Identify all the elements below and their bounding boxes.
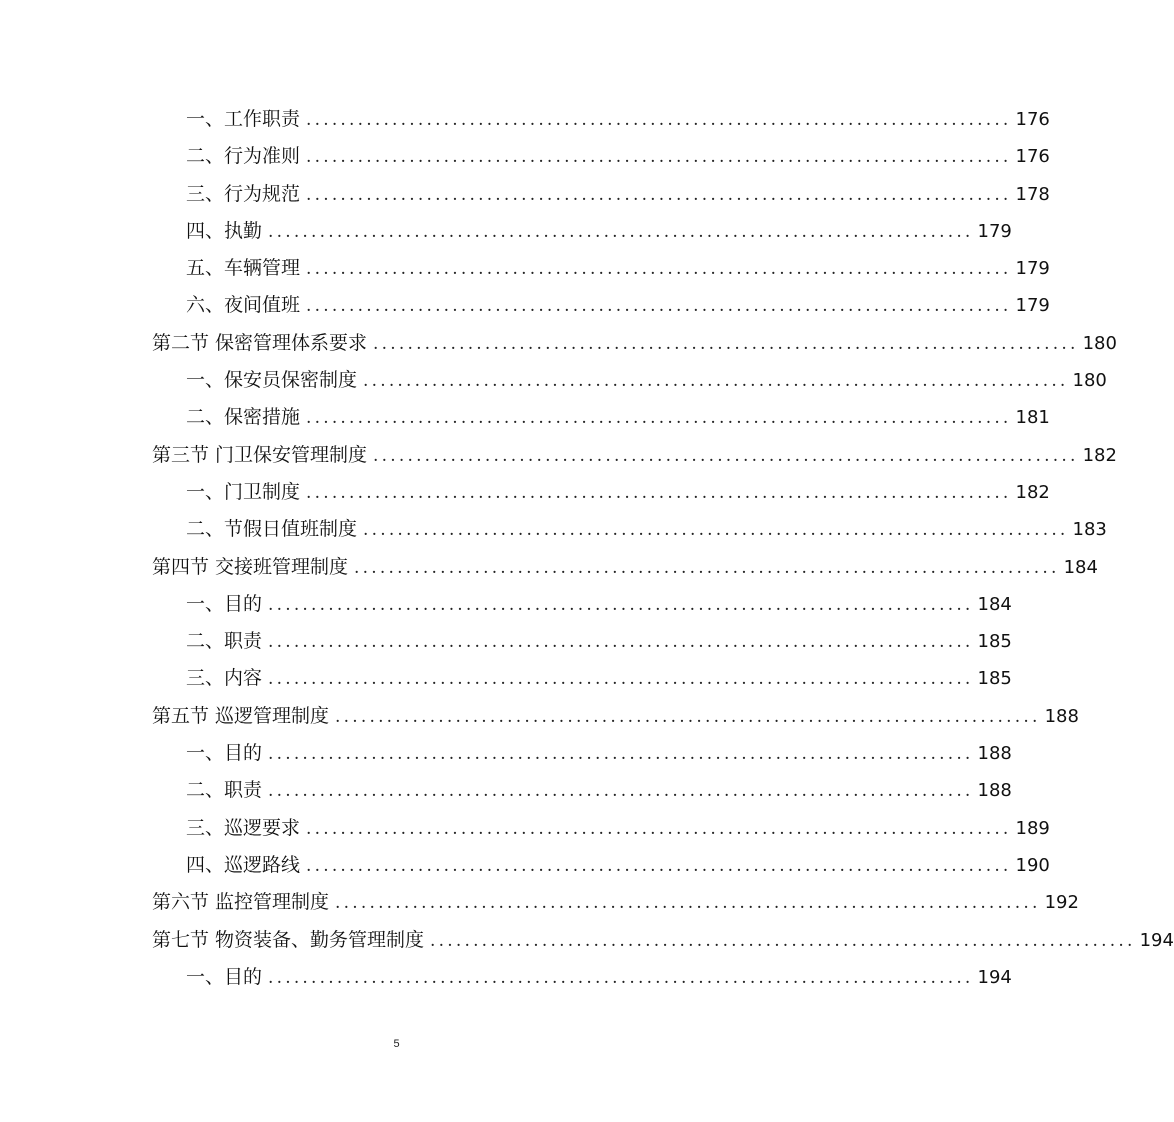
toc-section-entry[interactable]	[0, 922, 1174, 959]
toc-entry-page-number: 183	[1072, 519, 1107, 541]
toc-entry-title: 三、内容	[186, 667, 263, 690]
toc-dot-leader: ..................................................................................	[306, 818, 1012, 839]
toc-entry-page-number: 188	[977, 743, 1012, 765]
toc-entry-title: 四、巡逻路线	[186, 853, 301, 876]
toc-entry-page-number: 184	[1063, 556, 1098, 578]
toc-dot-leader: ..................................................................................	[335, 893, 1041, 914]
toc-entry-title: 第六节 监控管理制度	[152, 891, 330, 914]
toc-subsection-entry[interactable]	[0, 213, 1012, 250]
toc-entry-title: 第五节 巡逻管理制度	[152, 704, 330, 727]
toc-entry-page-number: 176	[1015, 109, 1050, 130]
toc-dot-leader: ..................................................................................	[363, 520, 1069, 541]
toc-entry-page-number: 180	[1072, 370, 1107, 392]
toc-entry-title: 四、执勤	[186, 219, 263, 242]
toc-dot-leader: ..................................................................................	[306, 110, 1012, 130]
toc-entry-title: 第七节 物资装备、勤务管理制度	[152, 928, 425, 951]
toc-dot-leader: ..................................................................................	[268, 967, 974, 988]
toc-entry-page-number: 185	[977, 631, 1012, 653]
toc-dot-leader: ..................................................................................	[268, 594, 974, 615]
toc-subsection-entry[interactable]	[0, 101, 1050, 138]
toc-subsection-entry[interactable]	[0, 250, 1050, 287]
toc-entry-page-number: 188	[1044, 705, 1079, 727]
toc-subsection-entry[interactable]	[0, 362, 1107, 399]
page-number: 5	[393, 1038, 400, 1050]
toc-dot-leader: ..................................................................................	[335, 706, 1041, 727]
toc-dot-leader: ..................................................................................	[268, 669, 974, 690]
toc-section-entry[interactable]	[0, 884, 1079, 921]
toc-dot-leader: ..................................................................................	[363, 371, 1069, 392]
toc-section-entry[interactable]	[0, 437, 1117, 474]
toc-dot-leader: ..................................................................................	[306, 147, 1012, 168]
toc-dot-leader: ..................................................................................	[306, 259, 1012, 280]
table-of-contents	[0, 101, 1174, 996]
toc-subsection-entry[interactable]	[0, 623, 1012, 660]
toc-dot-leader: ..................................................................................	[430, 930, 1136, 951]
toc-dot-leader: ..................................................................................	[268, 221, 974, 242]
toc-entry-page-number: 185	[977, 668, 1012, 690]
toc-entry-page-number: 188	[977, 780, 1012, 802]
toc-dot-leader: ..................................................................................	[268, 632, 974, 653]
toc-entry-title: 二、保密措施	[186, 406, 301, 429]
toc-subsection-entry[interactable]	[0, 176, 1050, 213]
toc-subsection-entry[interactable]	[0, 399, 1050, 436]
toc-subsection-entry[interactable]	[0, 586, 1012, 623]
toc-entry-title: 五、车辆管理	[186, 257, 301, 280]
toc-entry-page-number: 189	[1015, 817, 1050, 839]
toc-entry-page-number: 190	[1015, 854, 1050, 876]
toc-entry-title: 一、目的	[186, 965, 263, 988]
toc-dot-leader: ..................................................................................	[268, 744, 974, 765]
toc-entry-title: 第二节 保密管理体系要求	[152, 331, 368, 354]
toc-entry-page-number: 182	[1082, 444, 1117, 466]
toc-entry-title: 三、巡逻要求	[186, 816, 301, 839]
toc-entry-page-number: 176	[1015, 146, 1050, 168]
toc-dot-leader: ..................................................................................	[306, 855, 1012, 876]
toc-dot-leader: ..................................................................................	[373, 445, 1079, 466]
toc-entry-title: 二、行为准则	[186, 145, 301, 168]
toc-subsection-entry[interactable]	[0, 959, 1012, 996]
toc-dot-leader: ..................................................................................	[306, 408, 1012, 429]
toc-entry-page-number: 179	[977, 220, 1012, 242]
toc-entry-page-number: 179	[1015, 295, 1050, 317]
toc-entry-title: 一、门卫制度	[186, 480, 301, 503]
toc-entry-page-number: 181	[1015, 407, 1050, 429]
toc-dot-leader: ..................................................................................	[306, 482, 1012, 503]
toc-entry-title: 一、目的	[186, 742, 263, 765]
toc-entry-title: 二、节假日值班制度	[186, 518, 358, 541]
toc-entry-page-number: 192	[1044, 892, 1079, 914]
toc-subsection-entry[interactable]	[0, 735, 1012, 772]
toc-subsection-entry[interactable]	[0, 511, 1107, 548]
toc-entry-page-number: 180	[1082, 332, 1117, 354]
toc-entry-page-number: 178	[1015, 183, 1050, 205]
toc-section-entry[interactable]	[0, 549, 1098, 586]
toc-dot-leader: ..................................................................................	[306, 184, 1012, 205]
toc-entry-title: 二、职责	[186, 779, 263, 802]
toc-subsection-entry[interactable]	[0, 474, 1050, 511]
toc-entry-title: 第三节 门卫保安管理制度	[152, 443, 368, 466]
toc-entry-title: 三、行为规范	[186, 182, 301, 205]
toc-dot-leader: ..................................................................................	[268, 781, 974, 802]
toc-subsection-entry[interactable]	[0, 287, 1050, 324]
toc-entry-page-number: 182	[1015, 481, 1050, 503]
toc-entry-title: 一、工作职责	[186, 108, 301, 130]
toc-section-entry[interactable]	[0, 698, 1079, 735]
toc-entry-title: 第四节 交接班管理制度	[152, 555, 349, 578]
toc-entry-title: 二、职责	[186, 630, 263, 653]
toc-entry-title: 六、夜间值班	[186, 294, 301, 317]
toc-dot-leader: ..................................................................................	[306, 296, 1012, 317]
toc-entry-title: 一、保安员保密制度	[186, 369, 358, 392]
toc-dot-leader: ..................................................................................	[373, 333, 1079, 354]
toc-subsection-entry[interactable]	[0, 810, 1050, 847]
toc-subsection-entry[interactable]	[0, 660, 1012, 697]
toc-subsection-entry[interactable]	[0, 772, 1012, 809]
toc-entry-page-number: 184	[977, 593, 1012, 615]
toc-section-entry[interactable]	[0, 325, 1117, 362]
toc-dot-leader: ..................................................................................	[354, 557, 1060, 578]
toc-entry-page-number: 194	[977, 966, 1012, 988]
toc-subsection-entry[interactable]	[0, 138, 1050, 175]
toc-subsection-entry[interactable]	[0, 847, 1050, 884]
toc-entry-page-number: 194	[1139, 929, 1174, 951]
toc-entry-title: 一、目的	[186, 592, 263, 615]
toc-entry-page-number: 179	[1015, 258, 1050, 280]
